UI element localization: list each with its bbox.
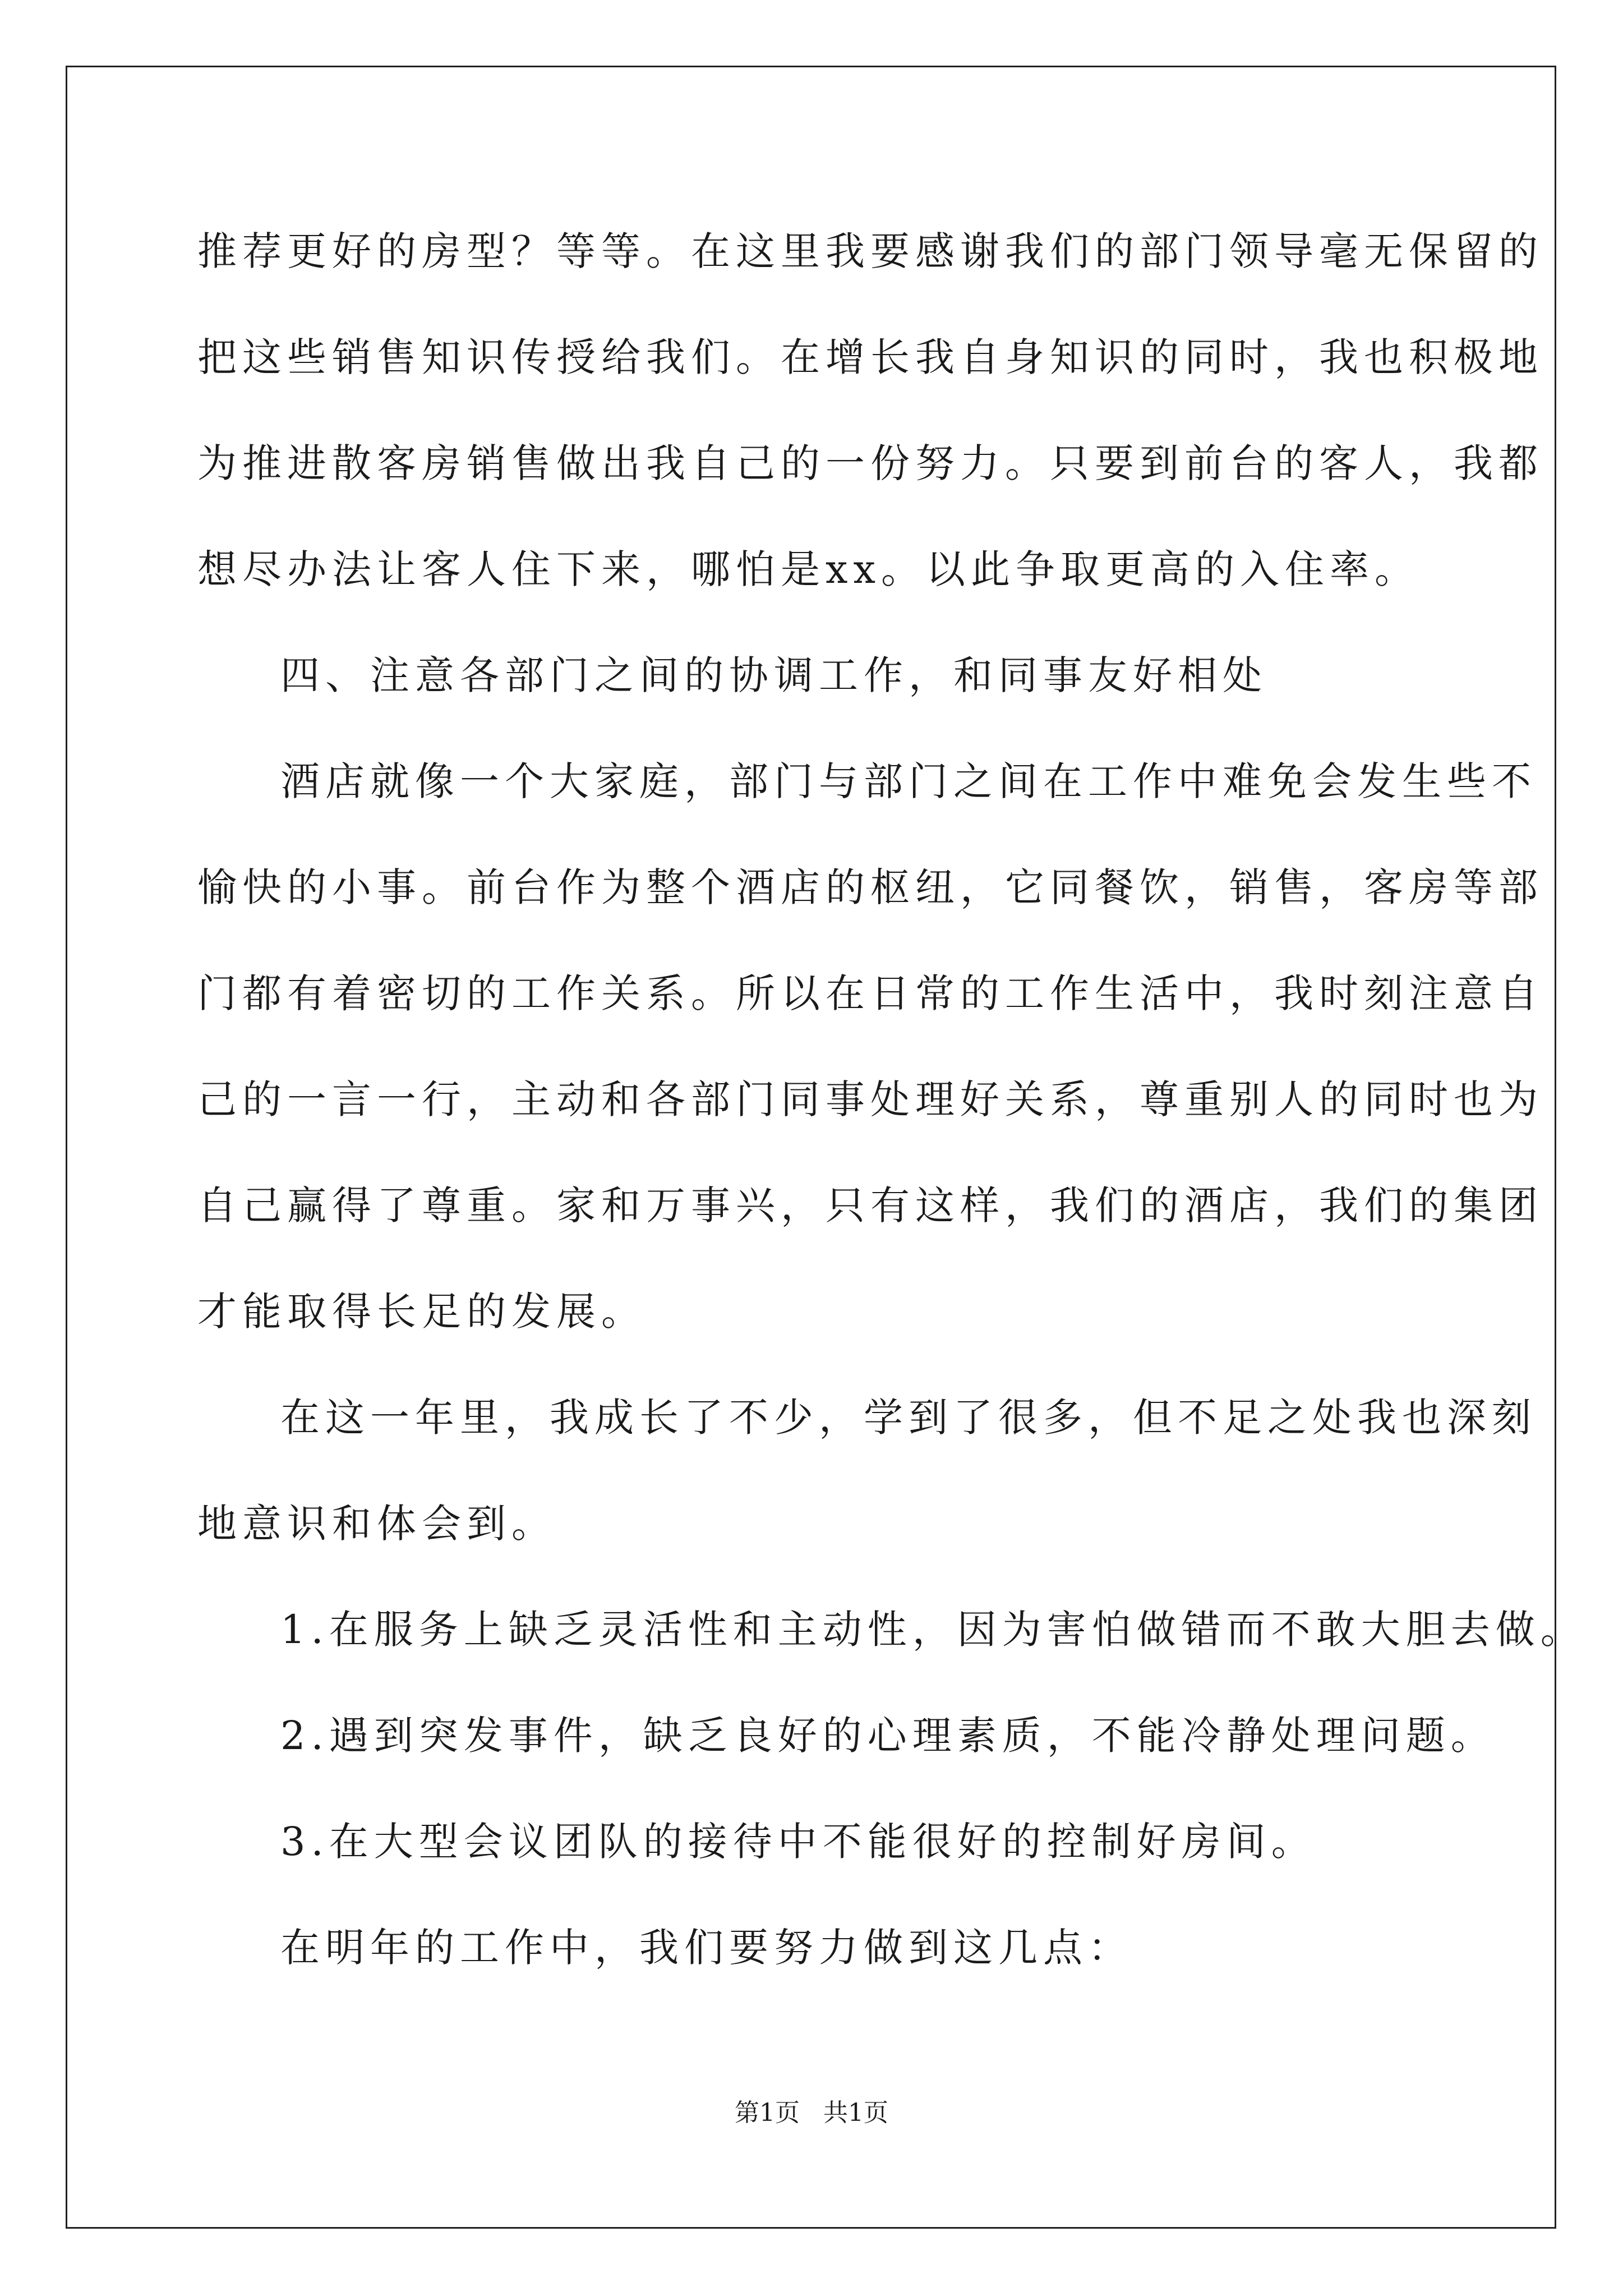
paragraph-line: 地意识和体会到。 <box>197 1501 556 1547</box>
list-item: 2.遇到突发事件，缺乏良好的心理素质，不能冷静处理问题。 <box>280 1713 1496 1759</box>
paragraph-line: 在这一年里，我成长了不少，学到了很多，但不足之处我也深刻 <box>280 1395 1537 1441</box>
paragraph-line: 酒店就像一个大家庭，部门与部门之间在工作中难免会发生些不 <box>280 758 1537 804</box>
list-item: 1.在服务上缺乏灵活性和主动性，因为害怕做错而不敢大胆去做。 <box>280 1607 1585 1653</box>
paragraph-line: 在明年的工作中，我们要努力做到这几点： <box>280 1925 1133 1971</box>
paragraph-line: 把这些销售知识传授给我们。在增长我自身知识的同时，我也积极地 <box>197 334 1543 380</box>
list-item: 3.在大型会议团队的接待中不能很好的控制好房间。 <box>280 1819 1316 1865</box>
paragraph-line: 才能取得长足的发展。 <box>197 1289 646 1335</box>
page-border <box>66 66 1556 2229</box>
paragraph-line: 自己赢得了尊重。家和万事兴，只有这样，我们的酒店，我们的集团 <box>197 1182 1543 1228</box>
paragraph-line: 想尽办法让客人住下来，哪怕是xx。以此争取更高的入住率。 <box>197 546 1419 592</box>
section-heading: 四、注意各部门之间的协调工作，和同事友好相处 <box>280 652 1267 698</box>
paragraph-line: 推荐更好的房型？等等。在这里我要感谢我们的部门领导毫无保留的 <box>197 228 1543 274</box>
page-number-footer: 第1页 共1页 <box>735 2099 888 2127</box>
paragraph-line: 愉快的小事。前台作为整个酒店的枢纽，它同餐饮，销售，客房等部 <box>197 864 1543 910</box>
paragraph-line: 为推进散客房销售做出我自己的一份努力。只要到前台的客人，我都 <box>197 440 1543 486</box>
paragraph-line: 己的一言一行，主动和各部门同事处理好关系，尊重别人的同时也为 <box>197 1076 1543 1122</box>
paragraph-line: 门都有着密切的工作关系。所以在日常的工作生活中，我时刻注意自 <box>197 970 1543 1016</box>
